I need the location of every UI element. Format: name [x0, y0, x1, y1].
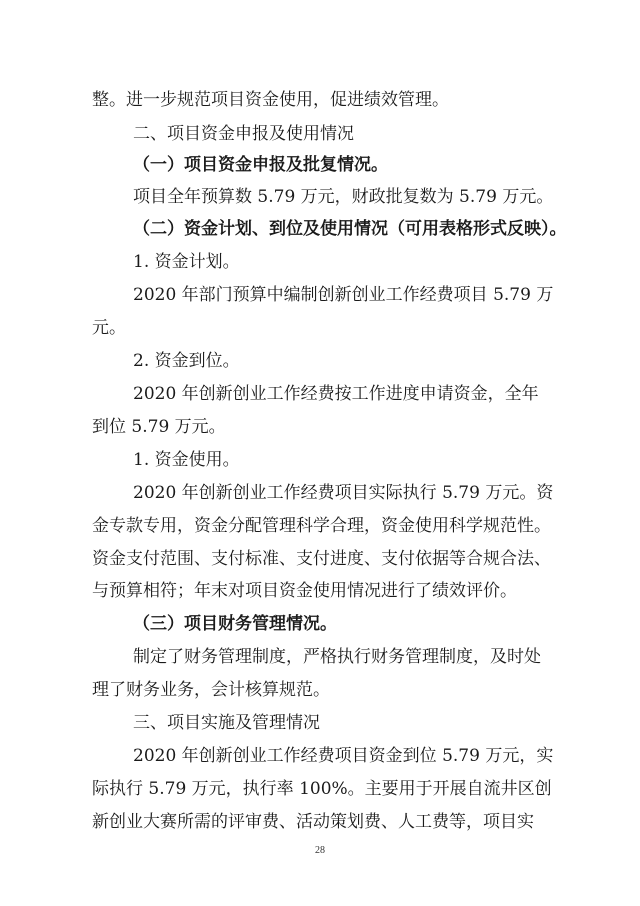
- paragraph-line: 与预算相符；年末对项目资金使用情况进行了绩效评价。: [92, 581, 517, 601]
- paragraph-line: 2020 年创新创业工作经费按工作进度申请资金，全年: [133, 384, 539, 404]
- section-heading: 二、项目资金申报及使用情况: [133, 124, 354, 144]
- paragraph-line: 项目全年预算数 5.79 万元，财政批复数为 5.79 万元。: [133, 187, 554, 207]
- list-item-heading: 1. 资金计划。: [133, 252, 240, 272]
- paragraph-line: 元。: [92, 318, 126, 338]
- paragraph-line: 2020 年创新创业工作经费项目资金到位 5.79 万元，实: [133, 746, 554, 766]
- paragraph-line: 制定了财务管理制度，严格执行财务管理制度，及时处: [133, 647, 541, 667]
- paragraph-line: 2020 年创新创业工作经费项目实际执行 5.79 万元。资: [133, 483, 554, 503]
- subsection-heading: （一）项目资金申报及批复情况。: [133, 155, 388, 175]
- section-heading: 三、项目实施及管理情况: [133, 713, 320, 733]
- paragraph-line: 资金支付范围、支付标准、支付进度、支付依据等合规合法、: [92, 549, 551, 569]
- subsection-heading: （三）项目财务管理情况。: [133, 614, 337, 634]
- subsection-heading: （二）资金计划、到位及使用情况（可用表格形式反映）。: [133, 219, 567, 239]
- paragraph-line: 际执行 5.79 万元，执行率 100%。主要用于开展自流井区创: [92, 779, 552, 799]
- paragraph-line: 新创业大赛所需的评审费、活动策划费、人工费等，项目实: [92, 812, 534, 832]
- paragraph-line: 金专款专用，资金分配管理科学合理，资金使用科学规范性。: [92, 516, 551, 536]
- paragraph-line: 整。进一步规范项目资金使用，促进绩效管理。: [92, 90, 449, 110]
- paragraph-line: 理了财务业务，会计核算规范。: [92, 680, 330, 700]
- list-item-heading: 1. 资金使用。: [133, 450, 240, 470]
- paragraph-line: 到位 5.79 万元。: [92, 417, 226, 437]
- list-item-heading: 2. 资金到位。: [133, 351, 240, 371]
- page-number: 28: [315, 845, 325, 856]
- paragraph-line: 2020 年部门预算中编制创新创业工作经费项目 5.79 万: [133, 285, 554, 305]
